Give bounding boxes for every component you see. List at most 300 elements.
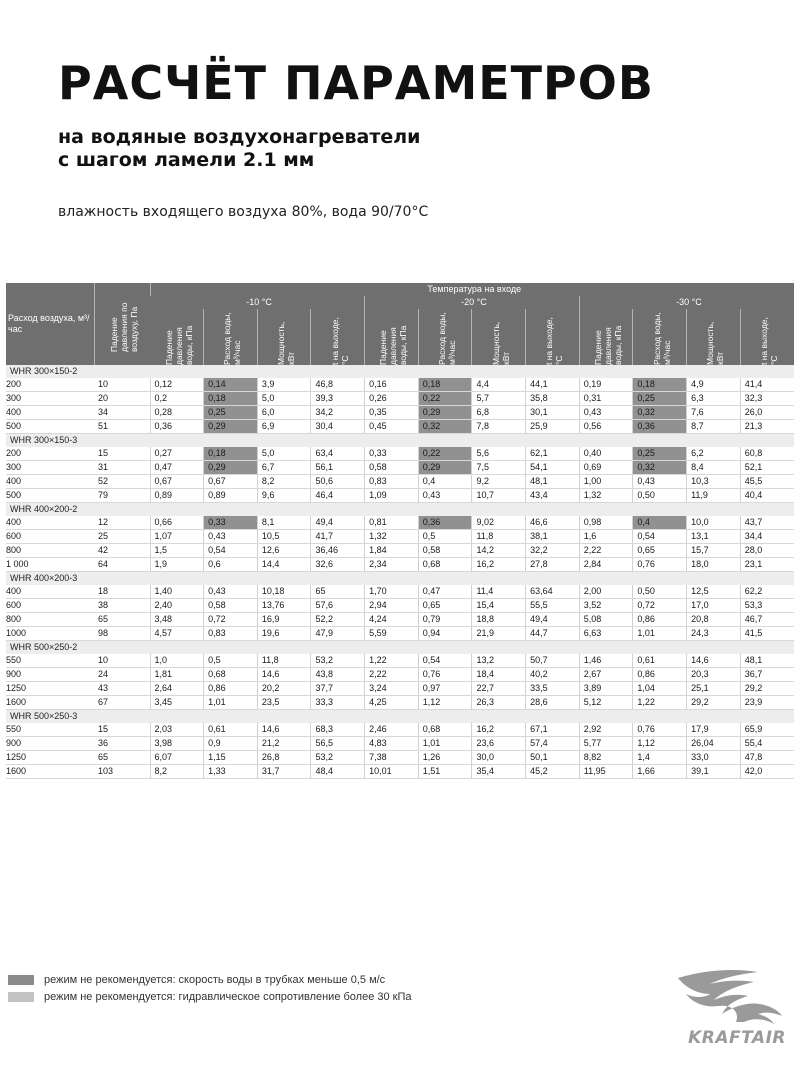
- subcol-header: [365, 309, 419, 365]
- table-cell: 5,0: [257, 447, 311, 461]
- table-cell: 54,1: [526, 461, 580, 475]
- table-cell: 15,4: [472, 599, 526, 613]
- table-cell: 18: [94, 585, 150, 599]
- table-cell: 0,56: [579, 420, 633, 434]
- table-cell: 43,8: [311, 668, 365, 682]
- table-cell: 1,33: [204, 765, 258, 779]
- table-cell: 53,3: [740, 599, 794, 613]
- table-cell: 57,4: [526, 737, 580, 751]
- table-row: [6, 723, 794, 737]
- table-cell: 800: [6, 544, 94, 558]
- table-row: [6, 682, 794, 696]
- table-cell: 29,2: [740, 682, 794, 696]
- table-cell: 1,09: [365, 489, 419, 503]
- table-cell: 44,1: [526, 378, 580, 392]
- table-cell: 63,4: [311, 447, 365, 461]
- table-cell: 1,9: [150, 558, 204, 572]
- table-cell: 7,38: [365, 751, 419, 765]
- model-group-row: [6, 503, 794, 517]
- subcol-label: Падение давления воды, кПа: [378, 325, 409, 365]
- table-cell: 1600: [6, 765, 94, 779]
- table-cell: 6,0: [257, 406, 311, 420]
- table-cell: 60,8: [740, 447, 794, 461]
- table-cell: 900: [6, 737, 94, 751]
- table-cell: 3,45: [150, 696, 204, 710]
- table-cell: 0,47: [418, 585, 472, 599]
- table-cell: 23,5: [257, 696, 311, 710]
- table-row: [6, 558, 794, 572]
- table-cell: 31: [94, 461, 150, 475]
- table-cell: 8,7: [687, 420, 741, 434]
- table-cell: 65: [311, 585, 365, 599]
- table-cell: 32,6: [311, 558, 365, 572]
- table-cell: 2,67: [579, 668, 633, 682]
- table-cell: 7,8: [472, 420, 526, 434]
- table-cell: 5,0: [257, 392, 311, 406]
- table-cell: 0,76: [633, 723, 687, 737]
- subcol-label: Мощность, кВт: [276, 321, 297, 365]
- table-cell: 28,0: [740, 544, 794, 558]
- table-cell: 14,6: [687, 654, 741, 668]
- table-cell: 0,81: [365, 516, 419, 530]
- inlet-temp-header: Температура на входе: [150, 283, 794, 296]
- table-cell: 19,6: [257, 627, 311, 641]
- table-cell: 24: [94, 668, 150, 682]
- table-cell: 41,7: [311, 530, 365, 544]
- table-cell: 10,3: [687, 475, 741, 489]
- temp-header-2: -30 °C: [579, 296, 794, 309]
- table-row: [6, 585, 794, 599]
- table-cell: 35,4: [472, 765, 526, 779]
- table-cell: 2,34: [365, 558, 419, 572]
- table-cell: 11,95: [579, 765, 633, 779]
- table-cell: 0,36: [633, 420, 687, 434]
- table-cell: 2,22: [365, 668, 419, 682]
- table-cell: 13,76: [257, 599, 311, 613]
- subcol-label: Падение давления воды, кПа: [163, 325, 194, 365]
- table-cell: 40,2: [526, 668, 580, 682]
- eagle-wing-logo-icon: [674, 966, 786, 1026]
- table-cell: 103: [94, 765, 150, 779]
- table-cell: 400: [6, 475, 94, 489]
- table-cell: 7,6: [687, 406, 741, 420]
- subcol-label: Расход воды, м³/час: [651, 312, 672, 365]
- table-cell: 0,43: [204, 585, 258, 599]
- table-cell: 14,4: [257, 558, 311, 572]
- table-cell: 23,9: [740, 696, 794, 710]
- table-cell: 0,86: [204, 682, 258, 696]
- table-cell: 1,70: [365, 585, 419, 599]
- table-cell: 0,58: [418, 544, 472, 558]
- table-cell: 26,04: [687, 737, 741, 751]
- table-cell: 48,1: [526, 475, 580, 489]
- table-cell: 38,1: [526, 530, 580, 544]
- table-cell: 38: [94, 599, 150, 613]
- table-cell: 52,1: [740, 461, 794, 475]
- parameters-table: [6, 283, 794, 779]
- model-group-row: [6, 365, 794, 378]
- subcol-header: [257, 309, 311, 365]
- table-cell: 26,3: [472, 696, 526, 710]
- table-cell: 53,2: [311, 654, 365, 668]
- table-cell: 12: [94, 516, 150, 530]
- table-cell: 43,7: [740, 516, 794, 530]
- table-cell: 41,4: [740, 378, 794, 392]
- table-cell: 1,51: [418, 765, 472, 779]
- table-cell: 6,9: [257, 420, 311, 434]
- table-row: [6, 613, 794, 627]
- table-cell: 53,2: [311, 751, 365, 765]
- table-cell: 33,0: [687, 751, 741, 765]
- table-cell: 16,2: [472, 558, 526, 572]
- legend: [8, 971, 412, 1005]
- table-cell: 1,40: [150, 585, 204, 599]
- table-cell: 1,84: [365, 544, 419, 558]
- table-cell: 12,5: [687, 585, 741, 599]
- table-cell: 14,2: [472, 544, 526, 558]
- table-cell: 25,1: [687, 682, 741, 696]
- table-cell: 14,6: [257, 668, 311, 682]
- table-cell: 0,27: [150, 447, 204, 461]
- table-cell: 3,89: [579, 682, 633, 696]
- table-cell: 67,1: [526, 723, 580, 737]
- table-row: [6, 627, 794, 641]
- table-cell: 21,3: [740, 420, 794, 434]
- table-cell: 20,8: [687, 613, 741, 627]
- table-cell: 40,4: [740, 489, 794, 503]
- table-cell: 0,2: [150, 392, 204, 406]
- table-cell: 52,2: [311, 613, 365, 627]
- temp-header-1: -20 °C: [365, 296, 580, 309]
- model-group-row: [6, 641, 794, 655]
- table-cell: 33,3: [311, 696, 365, 710]
- table-cell: 67: [94, 696, 150, 710]
- table-row: [6, 544, 794, 558]
- table-cell: 1,22: [633, 696, 687, 710]
- table-cell: 0,26: [365, 392, 419, 406]
- table-cell: 0,94: [418, 627, 472, 641]
- table-cell: 0,4: [418, 475, 472, 489]
- table-cell: 18,4: [472, 668, 526, 682]
- table-cell: 1,4: [633, 751, 687, 765]
- table-cell: 0,58: [204, 599, 258, 613]
- table-cell: 0,36: [418, 516, 472, 530]
- table-cell: 0,25: [633, 392, 687, 406]
- subcol-label: Расход воды, м³/час: [222, 312, 243, 365]
- table-row: [6, 654, 794, 668]
- table-row: [6, 516, 794, 530]
- table-cell: 16,9: [257, 613, 311, 627]
- table-cell: 0,33: [204, 516, 258, 530]
- table-cell: 10,01: [365, 765, 419, 779]
- table-cell: 600: [6, 530, 94, 544]
- table-cell: 1,26: [418, 751, 472, 765]
- table-row: [6, 668, 794, 682]
- table-row: [6, 530, 794, 544]
- table-cell: 16,2: [472, 723, 526, 737]
- table-cell: 9,2: [472, 475, 526, 489]
- table-cell: 1,00: [579, 475, 633, 489]
- table-cell: 64: [94, 558, 150, 572]
- table-cell: 17,9: [687, 723, 741, 737]
- table-cell: 39,1: [687, 765, 741, 779]
- table-cell: 3,98: [150, 737, 204, 751]
- table-cell: 0,54: [633, 530, 687, 544]
- table-cell: 11,9: [687, 489, 741, 503]
- table-cell: 3,24: [365, 682, 419, 696]
- table-cell: 8,2: [257, 475, 311, 489]
- table-cell: 8,82: [579, 751, 633, 765]
- kraftair-logo: [674, 966, 786, 1048]
- table-cell: 0,54: [204, 544, 258, 558]
- table-cell: 1,32: [579, 489, 633, 503]
- table-cell: 62,1: [526, 447, 580, 461]
- table-cell: 26,8: [257, 751, 311, 765]
- model-name: WHR 300×150-2: [6, 365, 794, 378]
- table-cell: 23,1: [740, 558, 794, 572]
- table-cell: 400: [6, 406, 94, 420]
- subcol-label: t на выходе, °C: [759, 317, 780, 365]
- subcol-label: t на выходе, °C: [329, 317, 350, 365]
- table-cell: 2,84: [579, 558, 633, 572]
- table-cell: 0,72: [204, 613, 258, 627]
- table-cell: 0,12: [150, 378, 204, 392]
- table-cell: 32,3: [740, 392, 794, 406]
- legend-swatch-dark: [8, 975, 34, 985]
- table-cell: 36: [94, 737, 150, 751]
- table-cell: 0,18: [418, 378, 472, 392]
- table-cell: 2,64: [150, 682, 204, 696]
- table-cell: 63,64: [526, 585, 580, 599]
- table-cell: 0,31: [579, 392, 633, 406]
- subcol-label: Мощность, кВт: [490, 321, 511, 365]
- table-cell: 0,22: [418, 447, 472, 461]
- table-row: [6, 420, 794, 434]
- table-cell: 0,68: [418, 723, 472, 737]
- table-row: [6, 392, 794, 406]
- table-cell: 0,29: [418, 461, 472, 475]
- table-cell: 28,6: [526, 696, 580, 710]
- table-cell: 0,18: [633, 378, 687, 392]
- model-group-row: [6, 710, 794, 724]
- legend-text-light: режим не рекомендуется: гидравлическое сопротивление более 30 кПа: [44, 990, 412, 1003]
- table-cell: 0,83: [365, 475, 419, 489]
- table-cell: 22,7: [472, 682, 526, 696]
- table-cell: 65: [94, 613, 150, 627]
- table-cell: 56,1: [311, 461, 365, 475]
- table-cell: 10,5: [257, 530, 311, 544]
- table-cell: 2,94: [365, 599, 419, 613]
- table-cell: 68,3: [311, 723, 365, 737]
- table-cell: 5,77: [579, 737, 633, 751]
- table-cell: 30,0: [472, 751, 526, 765]
- table-row: [6, 737, 794, 751]
- table-cell: 1,01: [633, 627, 687, 641]
- table-cell: 11,8: [257, 654, 311, 668]
- table-cell: 0,4: [633, 516, 687, 530]
- subcol-header: [418, 309, 472, 365]
- table-cell: 8,4: [687, 461, 741, 475]
- table-cell: 24,3: [687, 627, 741, 641]
- table-cell: 0,25: [204, 406, 258, 420]
- table-cell: 49,4: [526, 613, 580, 627]
- table-cell: 0,29: [204, 420, 258, 434]
- table-cell: 21,2: [257, 737, 311, 751]
- table-cell: 0,35: [365, 406, 419, 420]
- col-air-drop-label: Падение давления по воздуху, Па: [109, 302, 139, 352]
- table-cell: 46,8: [311, 378, 365, 392]
- col-air-drop-header: [94, 283, 150, 365]
- table-cell: 14,6: [257, 723, 311, 737]
- table-cell: 55,4: [740, 737, 794, 751]
- table-cell: 15,7: [687, 544, 741, 558]
- table-cell: 11,4: [472, 585, 526, 599]
- table-cell: 30,4: [311, 420, 365, 434]
- legend-item-light: [8, 988, 412, 1005]
- model-group-row: [6, 572, 794, 586]
- table-cell: 1250: [6, 751, 94, 765]
- table-cell: 45,2: [526, 765, 580, 779]
- legend-text-dark: режим не рекомендуется: скорость воды в трубках меньше 0,5 м/с: [44, 973, 386, 986]
- table-cell: 34: [94, 406, 150, 420]
- table-cell: 65,9: [740, 723, 794, 737]
- table-cell: 5,59: [365, 627, 419, 641]
- table-cell: 33,5: [526, 682, 580, 696]
- table-cell: 0,65: [418, 599, 472, 613]
- table-cell: 57,6: [311, 599, 365, 613]
- table-cell: 0,43: [633, 475, 687, 489]
- table-cell: 34,4: [740, 530, 794, 544]
- table-cell: 0,19: [579, 378, 633, 392]
- table-cell: 0,89: [150, 489, 204, 503]
- table-cell: 0,45: [365, 420, 419, 434]
- table-cell: 0,36: [150, 420, 204, 434]
- table-cell: 6,07: [150, 751, 204, 765]
- table-cell: 18,8: [472, 613, 526, 627]
- table-cell: 0,67: [150, 475, 204, 489]
- table-row: [6, 461, 794, 475]
- table-row: [6, 447, 794, 461]
- table-cell: 18,0: [687, 558, 741, 572]
- table-cell: 31,7: [257, 765, 311, 779]
- table-cell: 55,5: [526, 599, 580, 613]
- table-cell: 0,18: [204, 447, 258, 461]
- table-row: [6, 489, 794, 503]
- table-cell: 6,63: [579, 627, 633, 641]
- subtitle-line-2: с шагом ламели 2.1 мм: [58, 149, 315, 171]
- table-row: [6, 765, 794, 779]
- subcol-label: Мощность, кВт: [705, 321, 726, 365]
- table-cell: 10,0: [687, 516, 741, 530]
- table-cell: 46,4: [311, 489, 365, 503]
- table-cell: 6,7: [257, 461, 311, 475]
- table-cell: 0,72: [633, 599, 687, 613]
- table-cell: 0,54: [418, 654, 472, 668]
- table-cell: 400: [6, 516, 94, 530]
- table-cell: 4,24: [365, 613, 419, 627]
- table-cell: 20,3: [687, 668, 741, 682]
- table-cell: 30,1: [526, 406, 580, 420]
- table-cell: 6,3: [687, 392, 741, 406]
- table-cell: 43,4: [526, 489, 580, 503]
- table-cell: 4,25: [365, 696, 419, 710]
- model-name: WHR 500×250-3: [6, 710, 794, 724]
- table-cell: 0,97: [418, 682, 472, 696]
- table-cell: 1,22: [365, 654, 419, 668]
- table-cell: 15: [94, 723, 150, 737]
- table-cell: 1,6: [579, 530, 633, 544]
- table-cell: 0,61: [633, 654, 687, 668]
- table-row: [6, 751, 794, 765]
- table-cell: 46,6: [526, 516, 580, 530]
- table-cell: 4,4: [472, 378, 526, 392]
- table-cell: 56,5: [311, 737, 365, 751]
- table-cell: 300: [6, 461, 94, 475]
- table-cell: 1,5: [150, 544, 204, 558]
- model-name: WHR 400×200-2: [6, 503, 794, 517]
- table-cell: 0,18: [204, 392, 258, 406]
- table-cell: 4,57: [150, 627, 204, 641]
- table-cell: 0,50: [633, 489, 687, 503]
- table-cell: 0,28: [150, 406, 204, 420]
- subcol-header: [526, 309, 580, 365]
- conditions-note: влажность входящего воздуха 80%, вода 90/70°C: [58, 204, 429, 220]
- subcol-header: [687, 309, 741, 365]
- legend-swatch-light: [8, 992, 34, 1002]
- table-cell: 39,3: [311, 392, 365, 406]
- table-cell: 0,69: [579, 461, 633, 475]
- table-cell: 0,61: [204, 723, 258, 737]
- table-cell: 34,2: [311, 406, 365, 420]
- subcol-label: Падение давления воды, кПа: [593, 325, 624, 365]
- table-cell: 0,43: [418, 489, 472, 503]
- table-cell: 0,68: [418, 558, 472, 572]
- table-cell: 0,76: [418, 668, 472, 682]
- table-cell: 52: [94, 475, 150, 489]
- table-cell: 1,0: [150, 654, 204, 668]
- table-cell: 8,1: [257, 516, 311, 530]
- table-cell: 1,32: [365, 530, 419, 544]
- table-row: [6, 599, 794, 613]
- table-cell: 8,2: [150, 765, 204, 779]
- table-cell: 98: [94, 627, 150, 641]
- table-cell: 0,5: [204, 654, 258, 668]
- table-cell: 32,2: [526, 544, 580, 558]
- subcol-header: [740, 309, 794, 365]
- table-cell: 65: [94, 751, 150, 765]
- model-name: WHR 500×250-2: [6, 641, 794, 655]
- table-cell: 1,04: [633, 682, 687, 696]
- table-cell: 20: [94, 392, 150, 406]
- table-cell: 5,6: [472, 447, 526, 461]
- table-cell: 500: [6, 489, 94, 503]
- table-cell: 15: [94, 447, 150, 461]
- table-cell: 35,8: [526, 392, 580, 406]
- table-cell: 5,08: [579, 613, 633, 627]
- col-airflow-header: Расход воздуха, м³/час: [8, 313, 90, 334]
- table-cell: 0,98: [579, 516, 633, 530]
- table-row: [6, 378, 794, 392]
- table-cell: 0,47: [150, 461, 204, 475]
- table-cell: 26,0: [740, 406, 794, 420]
- logo-text: KRAFTAIR: [688, 1028, 786, 1048]
- table-cell: 4,9: [687, 378, 741, 392]
- subcol-header: [150, 309, 204, 365]
- table-cell: 48,1: [740, 654, 794, 668]
- table-cell: 50,1: [526, 751, 580, 765]
- subcol-header: [204, 309, 258, 365]
- table-cell: 1,01: [418, 737, 472, 751]
